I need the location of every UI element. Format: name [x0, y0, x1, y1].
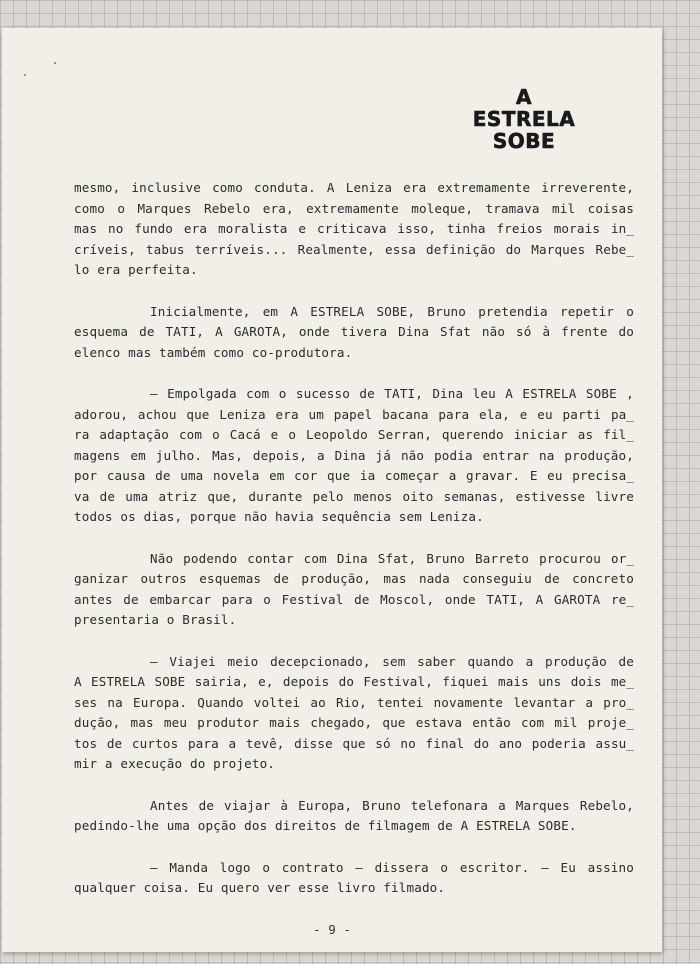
text-line: presentaria o Brasil. [74, 612, 237, 627]
title-line: A [516, 85, 532, 109]
text-line: — Viajei meio decepcionado, sem saber quando a produção de [150, 653, 634, 669]
text-line: adorou, achou que Leniza era um papel bacana para ela, e eu parti pa̲ [74, 406, 634, 422]
speck [54, 62, 56, 64]
paragraph [74, 652, 634, 775]
text-line: pedindo-lhe uma opção dos direitos de filmagem de A ESTRELA SOBE. [74, 818, 577, 833]
paragraph [74, 796, 634, 837]
document-page [2, 28, 662, 952]
text-line: Não podendo contar com Dina Sfat, Bruno Barreto procurou or̲ [150, 550, 634, 566]
text-line: Antes de viajar à Europa, Bruno telefonara a Marques Rebelo, [150, 797, 634, 813]
text-line: mesmo, inclusive como conduta. A Leniza era extremamente irreverente, [74, 180, 634, 195]
text-line: esquema de TATI, A GAROTA, onde tivera Dina Sfat não só à frente do [74, 324, 634, 339]
paragraph [74, 178, 634, 281]
text-line: magens em julho. Mas, depois, a Dina já não podia entrar na produção, [74, 447, 634, 463]
text-line: mas no fundo era moralista e criticava isso, tinha freios morais in̲ [74, 221, 634, 236]
text-line: como o Marques Rebelo era, extremamente moleque, tramava mil coisas [74, 200, 634, 216]
text-line: va de uma atriz que, durante pelo menos oito semanas, estivesse livre [74, 488, 634, 504]
text-line: mir a execução do projeto. [74, 756, 276, 771]
text-line: elenco mas também como co-produtora. [74, 344, 353, 360]
text-line: dução, mas meu produtor mais chegado, que estava então com mil proje̲ [74, 715, 634, 730]
text-line: — Manda logo o contrato — dissera o escritor. — Eu assino [150, 859, 634, 875]
text-line: por causa de uma novela em cor que ia começar a gravar. E eu precisa̲ [74, 468, 634, 483]
text-line: qualquer coisa. Eu quero ver esse livro filmado. [74, 880, 446, 895]
paragraph [74, 302, 634, 364]
paragraph [74, 549, 634, 631]
text-line: — Empolgada com o sucesso de TATI, Dina leu A ESTRELA SOBE , [150, 386, 634, 401]
chapter-title [454, 86, 594, 152]
title-line: ESTRELA [472, 107, 576, 131]
speck [24, 74, 26, 76]
text-line: ra adaptação com o Cacá e o Leopoldo Serran, querendo iniciar as fil̲ [74, 427, 634, 442]
title-line: SOBE [492, 129, 556, 153]
text-line: antes de embarcar para o Festival de Moscol, onde TATI, A GAROTA re̲ [74, 591, 634, 607]
text-line: tos de curtos para a tevê, disse que só no final do ano poderia assu̲ [74, 735, 634, 751]
text-line: críveis, tabus terríveis... Realmente, essa definição do Marques Rebe̲ [74, 241, 634, 257]
paragraph [74, 858, 634, 899]
text-line: todos os dias, porque não havia sequência sem Leniza. [74, 509, 484, 524]
text-line: A ESTRELA SOBE sairia, e, depois do Festival, fiquei mais uns dois me̲ [74, 674, 634, 689]
paragraph [74, 384, 634, 528]
text-line: lo era perfeita. [74, 262, 198, 277]
body-text [74, 178, 634, 920]
text-line: ganizar outros esquemas de produção, mas nada conseguiu de concreto [74, 571, 634, 586]
text-line: Inicialmente, em A ESTRELA SOBE, Bruno pretendia repetir o [150, 303, 634, 319]
page-number: - 9 - [313, 922, 351, 937]
text-line: ses na Europa. Quando voltei ao Rio, tentei novamente levantar a pro̲ [74, 694, 634, 710]
